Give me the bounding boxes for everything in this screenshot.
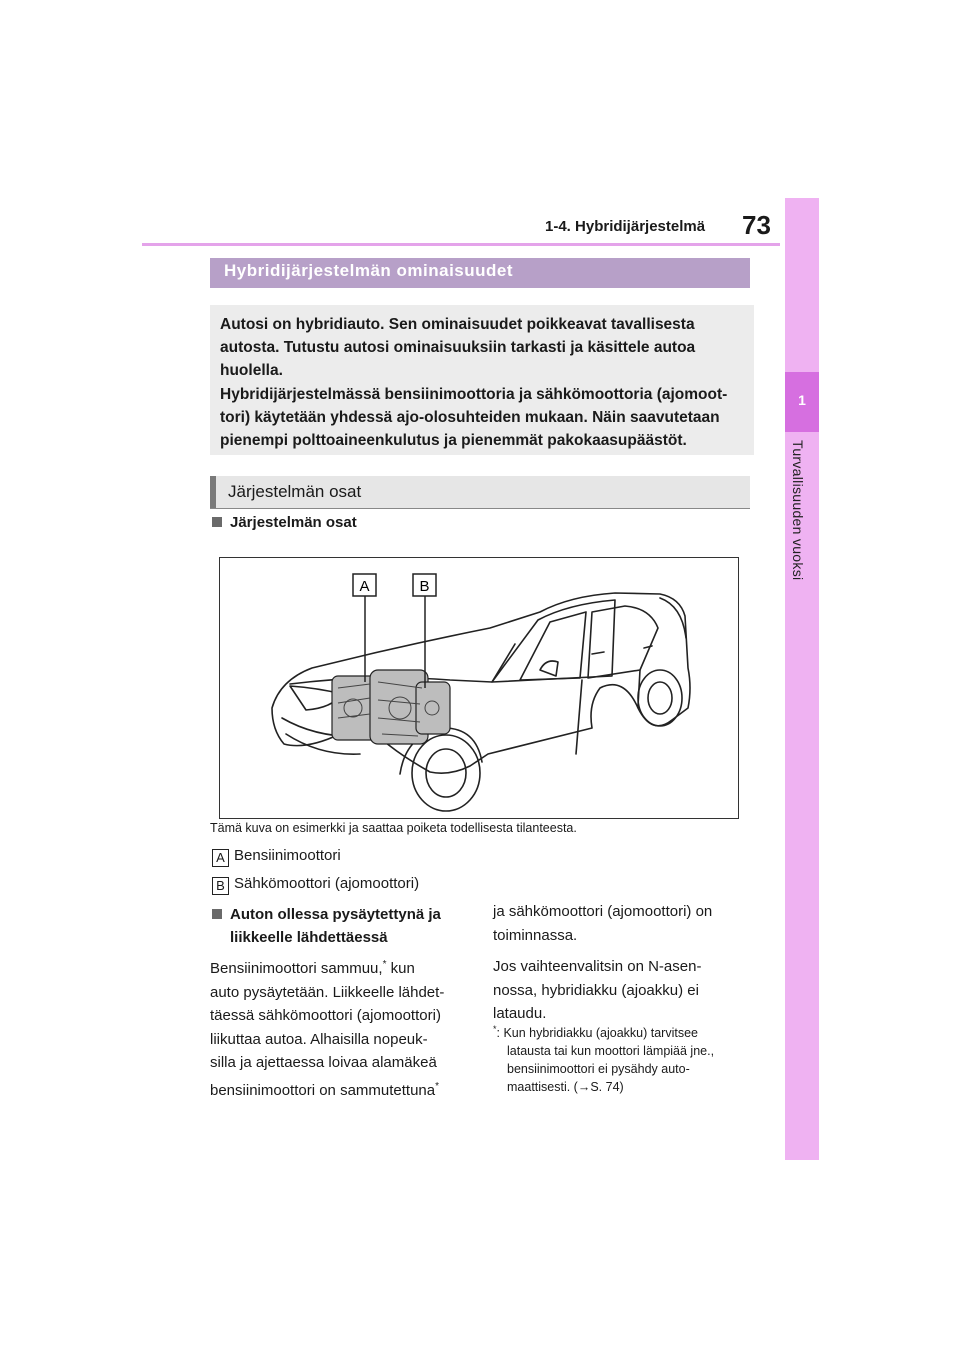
header-divider <box>142 243 780 246</box>
intro-line: huolella. <box>220 362 283 379</box>
bullet-square-icon <box>212 909 222 919</box>
paragraph-text: Bensiinimoottori sammuu, <box>210 960 383 977</box>
footnote <box>493 1020 763 1096</box>
footnote-ref: * <box>382 959 387 970</box>
section-header: 1-4. Hybridijärjestelmä <box>545 218 706 235</box>
footnote-line: latausta tai kun moottori lämpiää jne., <box>507 1044 715 1059</box>
paragraph-text: kun <box>386 960 415 977</box>
paragraph-text: toiminnassa. <box>493 926 578 944</box>
legend-marker-a: A <box>212 849 229 867</box>
paragraph-text: bensiinimoottori on sammutettuna <box>210 1081 436 1099</box>
paragraph-text: nossa, hybridiakku (ajoakku) ei <box>493 981 699 999</box>
chapter-title: Turvallisuuden vuoksi <box>790 440 806 581</box>
subhead-line: liikkeelle lähdettäessä <box>230 929 388 946</box>
paragraph-text: auto pysäytetään. Liikkeelle lähdet- <box>210 983 445 1001</box>
intro-line: pienempi polttoaineenkulutus ja pienemmät pakokaasupäästöt. <box>220 432 687 449</box>
intro-line: autosta. Tutustu autosi ominaisuuksiin tarkasti ja käsittele autoa <box>220 339 696 356</box>
left-column-text <box>210 953 480 1102</box>
intro-line: Autosi on hybridiauto. Sen ominaisuudet poikkeavat tavallisesta <box>220 316 695 333</box>
callout-label-b: B <box>419 578 430 595</box>
chapter-number: 1 <box>798 392 806 408</box>
section-bar <box>210 476 750 508</box>
legend-row-a <box>212 847 341 867</box>
title-bar-text: Hybridijärjestelmän ominaisuudet <box>224 261 514 280</box>
figure-caption: Tämä kuva on esimerkki ja saattaa poiketa todellisesta tilanteesta. <box>210 821 577 835</box>
footnote-line: maattisesti. (→S. 74) <box>507 1080 624 1095</box>
chapter-side-tab <box>785 198 819 1160</box>
car-illustration <box>219 557 739 819</box>
paragraph-text: täessä sähkömoottori (ajomoottori) <box>210 1007 441 1024</box>
bullet-square-icon <box>212 517 222 527</box>
paragraph-text: lataudu. <box>493 1005 547 1022</box>
footnote-line: : Kun hybridiakku (ajoakku) tarvitsee <box>496 1026 698 1041</box>
subhead-stopping-starting <box>212 903 441 949</box>
footnote-line: bensiinimoottori ei pysähdy auto- <box>507 1062 690 1077</box>
section-bar-underline <box>210 508 750 509</box>
legend-text-a: Bensiinimoottori <box>234 847 341 864</box>
paragraph-text: liikuttaa autoa. Alhaisilla nopeuk- <box>210 1030 428 1048</box>
intro-box <box>210 305 754 455</box>
subhead-text: Järjestelmän osat <box>230 514 357 531</box>
page-number: 73 <box>742 210 771 240</box>
section-bar-text: Järjestelmän osat <box>228 482 362 501</box>
legend-row-b <box>212 875 419 895</box>
right-column-text <box>493 900 763 1026</box>
intro-line: tori) käytetään yhdessä ajo-olosuhteiden mukaan. Näin saavutetaan <box>220 409 720 426</box>
paragraph-text: Jos vaihteenvalitsin on N-asen- <box>493 958 702 975</box>
car-drawing <box>220 558 737 817</box>
legend-marker-b: B <box>212 877 229 895</box>
title-bar <box>210 258 750 288</box>
footnote-ref: * <box>435 1080 440 1092</box>
callout-label-a: A <box>359 578 370 595</box>
paragraph-text: silla ja ajettaessa loivaa alamäkeä <box>210 1054 437 1071</box>
footnote-marker: * <box>493 1024 497 1034</box>
subhead-line: Auton ollessa pysäytettynä ja <box>230 906 441 923</box>
legend-text-b: Sähkömoottori (ajomoottori) <box>234 875 420 892</box>
paragraph-text: ja sähkömoottori (ajomoottori) on <box>493 903 713 920</box>
subhead-system-parts <box>212 514 357 531</box>
intro-line: Hybridijärjestelmässä bensiinimoottoria ja sähkömoottoria (ajomoot- <box>220 386 728 403</box>
